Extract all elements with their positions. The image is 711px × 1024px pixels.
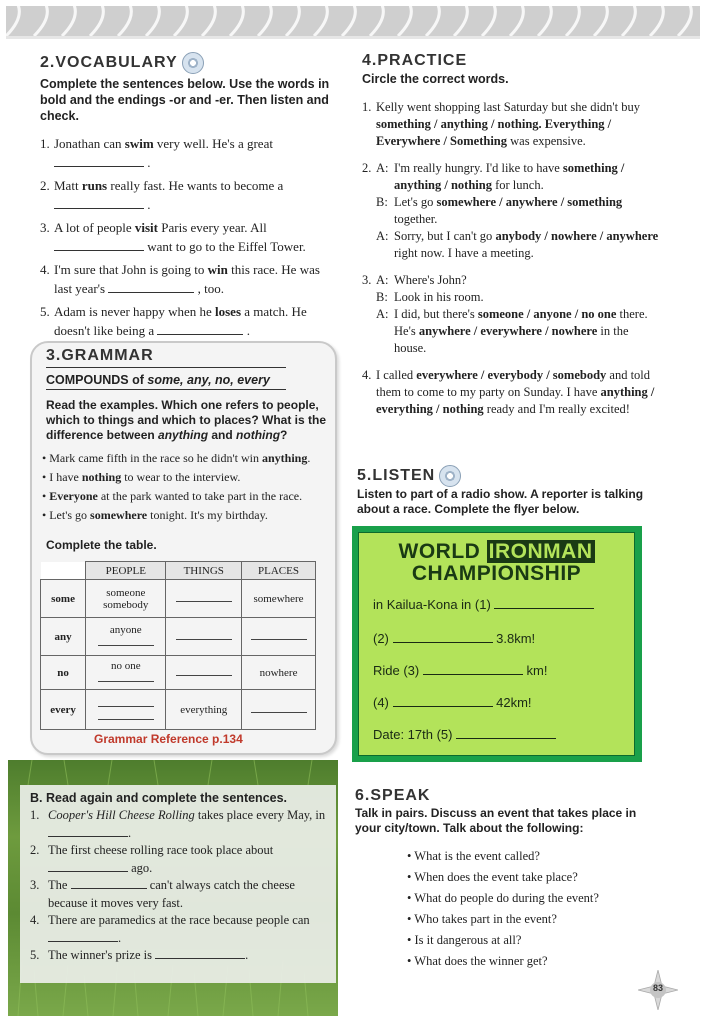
answer-blank[interactable] — [157, 323, 243, 335]
example-item: • Mark came fifth in the race so he didn't win anything. — [42, 451, 311, 465]
dialogue-line: A: I did, but there's someone / anyone / no one there. He's anywhere / everywhere / nowhere in the house. — [376, 307, 648, 355]
vocabulary-section — [40, 52, 330, 344]
flyer-line-2: (2) 3.8km! — [373, 631, 536, 646]
audio-cd-icon[interactable] — [439, 465, 461, 487]
row-label: every — [41, 690, 86, 730]
grammar-subtitle: COMPOUNDS of some, any, no, every — [46, 373, 286, 390]
practice-section — [362, 52, 662, 418]
cell-things: everything — [166, 690, 242, 730]
choice-options[interactable]: something / anything / nothing — [394, 161, 625, 192]
vocabulary-list — [40, 134, 330, 340]
bullet-item: • Who takes part in the event? — [407, 909, 655, 930]
cell-places: nowhere — [242, 656, 316, 690]
row-label: no — [41, 656, 86, 690]
bullet-item: • What is the event called? — [407, 846, 655, 867]
read-again-item: 4. There are paramedics at the race because people can . — [30, 913, 310, 945]
vocabulary-instruction: Complete the sentences below. Use the words in bold and the endings -or and -er. Then listen and check. — [40, 77, 330, 123]
audio-cd-icon[interactable] — [182, 52, 204, 74]
cell-people: someone somebody — [86, 580, 166, 618]
answer-blank[interactable] — [393, 695, 493, 707]
header-things: THINGS — [166, 562, 242, 580]
choice-options[interactable]: anybody / nowhere / anywhere — [495, 229, 659, 243]
answer-blank[interactable] — [48, 860, 128, 872]
table-corner — [41, 562, 86, 580]
bullet-item: • What does the winner get? — [407, 951, 655, 972]
example-item: • I have nothing to wear to the interview. — [42, 470, 241, 484]
compounds-table — [40, 561, 316, 730]
example-item: • Everyone at the park wanted to take part in the race. — [42, 489, 303, 503]
practice-item: 2. A: I'm really hungry. I'd like to have something / anything / nothing for lunch. B: Let's go somewhere / anywhere / something together. A: Sorry, but I can't go anybody / nowhere / anywhere right now. I have a meeting. — [362, 160, 662, 262]
ironman-flyer — [358, 532, 635, 756]
table-label: Complete the table. — [46, 538, 157, 552]
speak-instruction: Talk in pairs. Discuss an event that takes place in your city/town. Talk about the following: — [355, 806, 637, 835]
answer-blank[interactable] — [108, 281, 194, 293]
practice-title: 4.PRACTICE — [362, 52, 468, 69]
cell-things[interactable] — [166, 618, 242, 656]
grammar-title: 3.GRAMMAR — [46, 347, 286, 368]
answer-blank[interactable] — [155, 947, 245, 959]
cell-places[interactable] — [242, 618, 316, 656]
flyer-title: WORLD IRONMAN — [398, 540, 593, 563]
wave-pattern — [6, 6, 700, 36]
vocab-item: 1. Jonathan can swim very well. He's a great . — [40, 136, 273, 170]
choice-options[interactable]: anywhere / everywhere / nowhere — [418, 324, 598, 338]
cell-places[interactable] — [242, 690, 316, 730]
read-again-item: 5. The winner's prize is . — [30, 948, 249, 962]
dialogue-line: A: Sorry, but I can't go anybody / nowhere / anywhere right now. I have a meeting. — [376, 229, 659, 260]
vocab-item: 3. A lot of people visit Paris every year. All want to go to the Eiffel Tower. — [40, 220, 306, 254]
dialogue-line: B: Let's go somewhere / anywhere / something together. — [376, 195, 623, 226]
speak-title: 6.SPEAK — [355, 787, 431, 804]
bullet-item: • Is it dangerous at all? — [407, 930, 655, 951]
read-again-section — [30, 791, 330, 965]
flyer-subtitle: CHAMPIONSHIP — [411, 562, 582, 585]
row-label: any — [41, 618, 86, 656]
speak-section — [355, 787, 655, 972]
table-row — [41, 618, 316, 656]
grammar-instruction: Read the examples. Which one refers to people, which to things and which to places? What is the difference between anything and nothing? — [46, 398, 327, 442]
speak-bullets — [407, 846, 655, 972]
dialogue-line: A: I'm really hungry. I'd like to have something / anything / nothing for lunch. — [376, 161, 625, 192]
choice-options[interactable]: something / anything / nothing. Everything / Everywhere / Something — [376, 117, 612, 148]
read-again-item: 3. The can't always catch the cheese because it moves very fast. — [30, 878, 295, 910]
cell-people[interactable] — [86, 690, 166, 730]
header-band — [6, 6, 700, 36]
practice-list — [362, 99, 662, 418]
flyer-line-3: Ride (3) km! — [373, 663, 548, 678]
row-label: some — [41, 580, 86, 618]
practice-item: 1. Kelly went shopping last Saturday but she didn't buy something / anything / nothing. Everything / Everywhere / Something was expensive. — [362, 100, 641, 148]
vocab-item: 2. Matt runs really fast. He wants to become a . — [40, 178, 284, 212]
dialogue-line: B: Look in his room. — [376, 290, 484, 304]
grammar-section — [42, 347, 328, 553]
vocab-item: 5. Adam is never happy when he loses a match. He doesn't like being a . — [40, 304, 307, 338]
listen-section — [357, 465, 657, 517]
table-row — [41, 690, 316, 730]
answer-blank[interactable] — [54, 155, 144, 167]
bullet-item: • What do people do during the event? — [407, 888, 655, 909]
answer-blank[interactable] — [48, 930, 118, 942]
example-item: • Let's go somewhere tonight. It's my birthday. — [42, 508, 268, 522]
listen-instruction: Listen to part of a radio show. A reporter is talking about a race. Complete the flyer below. — [357, 487, 644, 516]
header-rule — [6, 36, 700, 39]
grammar-examples — [42, 449, 328, 525]
header-places: PLACES — [242, 562, 316, 580]
cell-things[interactable] — [166, 580, 242, 618]
read-again-title: B. Read again and complete the sentences. — [30, 791, 288, 805]
cell-people[interactable]: no one — [86, 656, 166, 690]
cell-things[interactable] — [166, 656, 242, 690]
flyer-line-5: Date: 17th (5) — [373, 727, 556, 742]
grammar-reference-link[interactable]: Grammar Reference p.134 — [94, 732, 243, 746]
page-number: 83 — [652, 983, 663, 993]
answer-blank[interactable] — [456, 727, 556, 739]
listen-title: 5.LISTEN — [357, 465, 657, 487]
flyer-line-4: (4) 42km! — [373, 695, 532, 710]
practice-item: 3. A: Where's John? B: Look in his room. A: I did, but there's someone / anyone / no one there. He's anywhere / everywhere / nowhere in the house. — [362, 272, 662, 357]
page-number-badge — [638, 970, 678, 1010]
answer-blank[interactable] — [494, 597, 594, 609]
cell-people[interactable]: anyone — [86, 618, 166, 656]
table-row — [41, 580, 316, 618]
read-again-item: 1. Cooper's Hill Cheese Rolling takes place every May, in . — [30, 808, 326, 840]
cell-places: somewhere — [242, 580, 316, 618]
dialogue-line: A: Where's John? — [376, 273, 467, 287]
read-again-item: 2. The first cheese rolling race took place about ago. — [30, 843, 274, 875]
table-row — [41, 656, 316, 690]
answer-blank[interactable] — [423, 663, 523, 675]
answer-blank[interactable] — [48, 825, 128, 837]
answer-blank[interactable] — [71, 877, 147, 889]
answer-blank[interactable] — [393, 631, 493, 643]
choice-options[interactable]: everywhere / everybody / somebody — [416, 368, 607, 382]
answer-blank[interactable] — [54, 239, 144, 251]
practice-instruction: Circle the correct words. — [362, 72, 509, 86]
practice-item: 4. I called everywhere / everybody / somebody and told them to come to my party on Sunday. I have anything / everything / nothing ready and I'm really excited! — [362, 368, 655, 416]
vocab-item: 4. I'm sure that John is going to win this race. He was last year's , too. — [40, 262, 320, 296]
bullet-item: • When does the event take place? — [407, 867, 655, 888]
flyer-line-1: in Kailua-Kona in (1) — [373, 597, 594, 612]
header-people: PEOPLE — [86, 562, 166, 580]
vocabulary-title: 2.VOCABULARY — [40, 52, 330, 74]
read-again-list — [30, 807, 330, 965]
choice-options[interactable]: someone / anyone / no one — [477, 307, 617, 321]
choice-options[interactable]: somewhere / anywhere / something — [436, 195, 623, 209]
choice-options[interactable]: anything / everything / nothing — [376, 385, 655, 416]
answer-blank[interactable] — [54, 197, 144, 209]
